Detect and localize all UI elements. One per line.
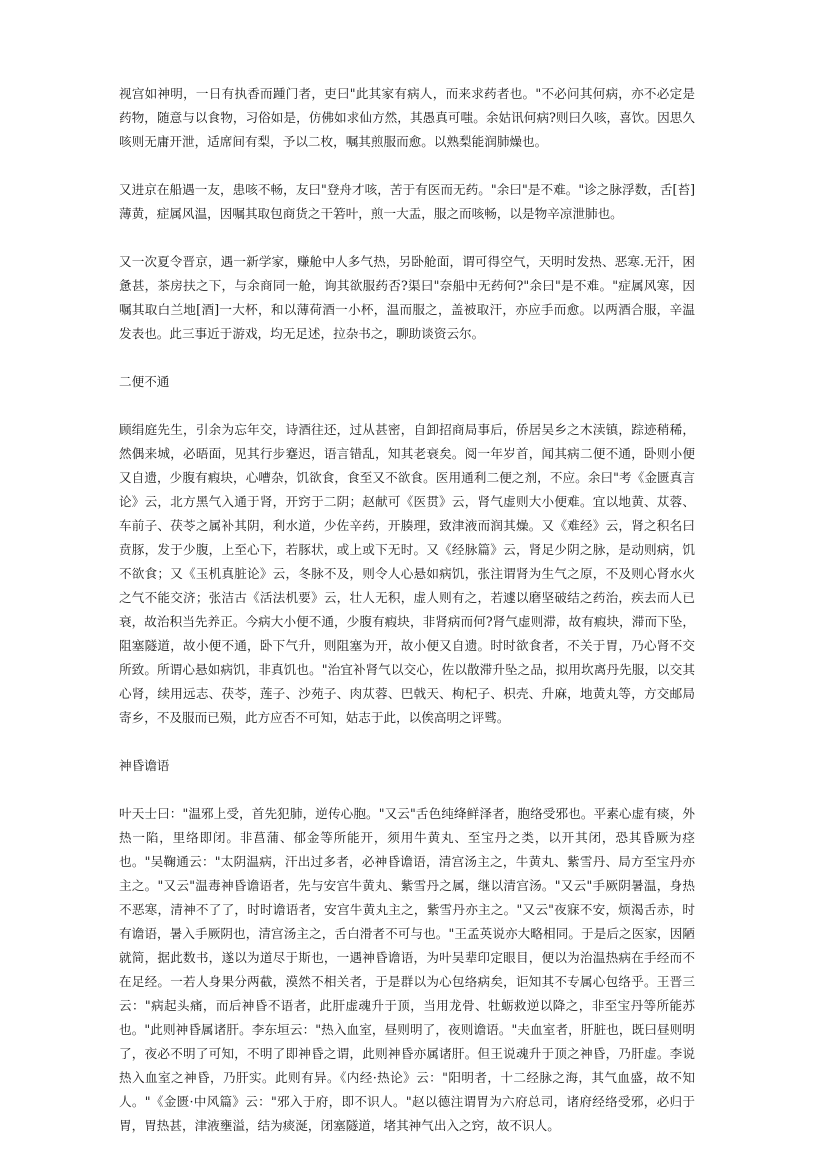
section-heading-delirium: 神昏谵语 [119, 758, 170, 773]
document-page [119, 82, 695, 1162]
section-heading-constipation: 二便不通 [119, 374, 170, 389]
paragraph-pear-anecdote: 视宫如神明，一日有执香而踵门者，吏曰"此其家有病人，而来求药者也。"不必问其何病，亦不必定是药物，随意与以食物，习俗如是，仿佛如求仙方然，其愚真可嗤。余姑讯何病?则曰久咳，喜饮。因思久咳则无庸开泄，适席间有梨，予以二枚，嘱其煎服而愈。以熟梨能润肺燥也。 [119, 86, 695, 149]
paragraph-boat-cough-anecdote: 又进京在船遇一友，患咳不畅，友曰"登舟才咳，苦于有医而无药。"余曰"是不难。"诊之脉浮数，舌[苔]薄黄，症属风温，因嘱其取包商货之干箬叶，煎一大盂，服之而咳畅，以是物辛凉泄肺也。 [119, 182, 695, 221]
paragraph-constipation-case: 顾绢庭先生，引余为忘年交，诗酒往还，过从甚密，自卸招商局事后，侨居吴乡之木渎镇，踪迹稍稀，然偶来城，必晤面，见其行步蹇迟，语言错乱，知其老衰矣。阅一年岁首，闻其病二便不通，卧则小便又自遗，少腹有瘕块，心嘈杂，饥欲食，食至又不欲食。医用通利二便之剂，不应。余曰"考《金匮真言论》云，北方黑气入通于肾，开窍于二阴；赵献可《医贯》云，肾气虚则大小便难。宜以地黄、苁蓉、车前子、茯苓之属补其阴，利水道，少佐辛药，开腠理，致津液而润其燥。又《难经》云，肾之积名曰贲豚，发于少腹，上至心下，若豚状，或上或下无时。又《经脉篇》云，肾足少阴之脉，是动则病，饥不欲食；又《玉机真脏论》云，冬脉不及，则令人心悬如病饥，张注谓肾为生气之原，不及则心肾水火之气不能交济；张洁古《活法机要》云，壮人无积，虚人则有之，若遽以磨坚破结之药治，疾去而人已衰，故治积当先养正。今病大小便不通，少腹有瘕块，非肾病而何?肾气虚则滞，故有瘕块，滞而下坠，阻塞隧道，故小便不通，卧下气升，则阻塞为开，故小便又自遗。时时欲食者，不关于胃，乃心肾不交所致。所谓心悬如病饥，非真饥也。"治宜补肾气以交心，佐以散滞升坠之品，拟用坎离丹先服，以交其心肾，续用远志、茯苓，莲子、沙苑子、肉苁蓉、巴戟天、枸杞子、枳壳、升麻，地黄丸等，方交邮局寄乡，不及服而已殒，此方应否不可知，姑志于此，以俟高明之评骘。 [119, 422, 695, 725]
paragraph-delirium-discussion: 叶天士曰："温邪上受，首先犯肺，逆传心胞。"又云"舌色纯绛鲜泽者，胞络受邪也。平素心虚有痰，外热一陷，里络即闭。非菖蒲、郁金等所能开，须用牛黄丸、至宝丹之类，以开其闭，恐其昏厥为痉也。"吴鞠通云："太阴温病，汗出过多者，必神昏谵语，清宫汤主之，牛黄丸、紫雪丹、局方至宝丹亦主之。"又云"温毒神昏谵语者，先与安宫牛黄丸、紫雪丹之属，继以清宫汤。"又云"手厥阴暑温，身热不恶寒，清神不了了，时时谵语者，安宫牛黄丸主之，紫雪丹亦主之。"又云"夜寐不安，烦渴舌赤，时有谵语，暑入手厥阴也，清宫汤主之，舌白滑者不可与也。"王孟英说亦大略相同。于是后之医家，因陋就简，据此数书，遂以为道尽于斯也，一遇神昏谵语，为叶吴辈印定眼目，便以为治温热病在手经而不在足经。一若人身果分两截，漠然不相关者，于是群以为心包络病矣，讵知其不专属心包络乎。王晋三云："病起头痛，而后神昏不语者，此肝虚魂升于顶，当用龙骨、牡蛎救逆以降之，非至宝丹等所能苏也。"此则神昏属诸肝。李东垣云："热入血室，昼则明了，夜则谵语。"夫血室者，肝脏也，既曰昼则明了，夜必不明了可知，不明了即神昏之谓，此则神昏亦属诸肝。但王说魂升于顶之神昏，乃肝虚。李说热入血室之神昏，乃肝实。此则有异。《内经·热论》云："阳明者，十二经脉之海，其气血盛，故不知人。"《金匮·中风篇》云："邪入于府，即不识人。"赵以德注谓胃为六府总司，诸府经络受邪，必归于胃，胃热甚，津液壅溢，结为痰涎，闭塞隧道，堵其神气出入之窍，故不识人。 [119, 806, 695, 1133]
paragraph-brandy-anecdote: 又一次夏令晋京，遇一新学家，赚舱中人多气热，另卧舱面，谓可得空气，天明时发热、恶寒.无汗，困惫甚，茶房扶之下，与余商同一舱，询其欲服药否?渠曰"奈船中无药何?"余曰"是不难。"症属风寒，因嘱其取白兰地[酒]一大杯，和以薄荷酒一小杯，温而服之，盖被取汗，亦应手而愈。以两酒合服，辛温发表也。此三事近于游戏，均无足述，拉杂书之，聊助谈资云尔。 [119, 254, 695, 341]
